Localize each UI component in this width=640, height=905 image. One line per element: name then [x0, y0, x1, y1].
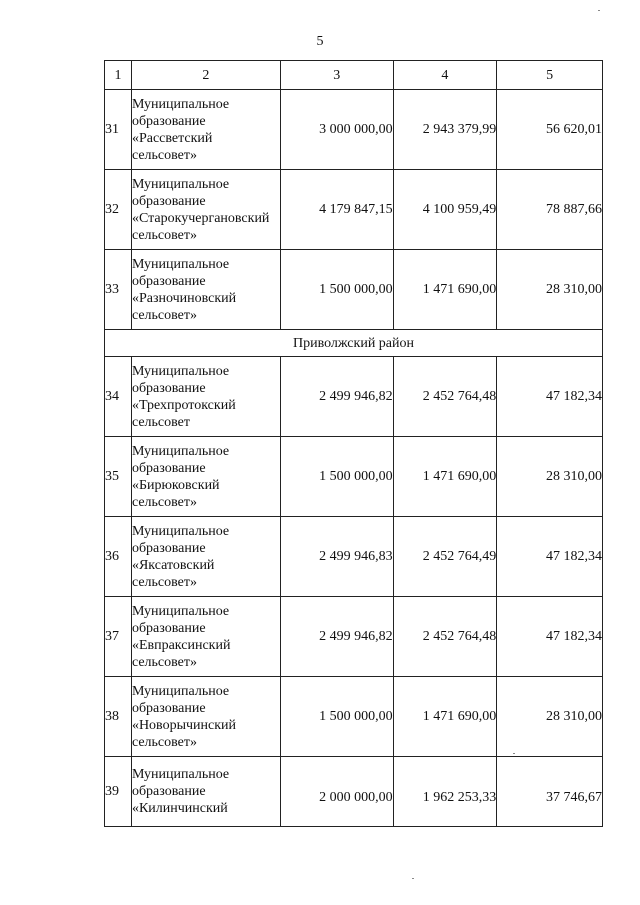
amount-col4: 1 471 690,00	[393, 250, 497, 330]
table-row	[105, 757, 603, 827]
name-line: сельсовет»	[131, 147, 197, 163]
name-line: «Разночиновский	[131, 290, 237, 306]
municipality-name	[131, 170, 280, 250]
amount-col4: 4 100 959,49	[393, 170, 497, 250]
table-row	[105, 437, 603, 517]
name-line: образование	[131, 620, 206, 636]
region-heading: Приволжский район	[105, 330, 603, 357]
amount-col5: 47 182,34	[497, 517, 603, 597]
amount-col3: 4 179 847,15	[280, 170, 393, 250]
row-number: 33	[105, 250, 132, 330]
name-line: сельсовет»	[131, 494, 197, 510]
row-number: 39	[105, 757, 132, 827]
amount-col3: 2 499 946,82	[280, 597, 393, 677]
amount-col4: 2 452 764,48	[393, 357, 497, 437]
table-row	[105, 517, 603, 597]
header-cell: 1	[105, 61, 132, 90]
table-row	[105, 170, 603, 250]
amount-col4: 2 452 764,48	[393, 597, 497, 677]
name-line: Муниципальное	[131, 683, 230, 699]
name-line: «Рассветский	[131, 130, 213, 146]
name-line: образование	[131, 113, 206, 129]
name-line: сельсовет»	[131, 574, 197, 590]
amount-col5: 78 887,66	[497, 170, 603, 250]
row-number: 31	[105, 90, 132, 170]
amount-col3: 1 500 000,00	[280, 250, 393, 330]
name-line: «Трехпротокский	[131, 397, 236, 413]
header-cell: 4	[393, 61, 497, 90]
scan-speck	[412, 878, 414, 879]
name-line: образование	[131, 540, 206, 556]
amount-col4: 2 943 379,99	[393, 90, 497, 170]
name-line: образование	[131, 460, 206, 476]
name-line: сельсовет»	[131, 307, 197, 323]
row-number: 35	[105, 437, 132, 517]
row-number: 37	[105, 597, 132, 677]
municipality-name	[131, 250, 280, 330]
municipality-name	[131, 757, 280, 827]
name-line: Муниципальное	[131, 443, 230, 459]
amount-col4: 2 452 764,49	[393, 517, 497, 597]
budget-table	[104, 60, 603, 827]
municipality-name	[131, 437, 280, 517]
name-line: образование	[131, 273, 206, 289]
name-line: Муниципальное	[131, 603, 230, 619]
municipality-name	[131, 597, 280, 677]
name-line: Муниципальное	[131, 96, 230, 112]
row-number: 34	[105, 357, 132, 437]
name-line: Муниципальное	[131, 767, 230, 782]
amount-col3: 1 500 000,00	[280, 437, 393, 517]
scan-speck	[598, 10, 600, 11]
municipality-name	[131, 517, 280, 597]
name-line: Муниципальное	[131, 523, 230, 539]
amount-col3: 3 000 000,00	[280, 90, 393, 170]
page-number: 5	[316, 34, 324, 49]
name-line: «Старокучергановский	[131, 210, 270, 226]
name-line: Муниципальное	[131, 363, 230, 379]
name-line: «Новорычинский	[131, 717, 236, 733]
amount-col5: 56 620,01	[497, 90, 603, 170]
name-line: сельсовет»	[131, 734, 197, 750]
amount-col3: 1 500 000,00	[280, 677, 393, 757]
row-number: 38	[105, 677, 132, 757]
amount-col5: 47 182,34	[497, 597, 603, 677]
name-line: Муниципальное	[131, 176, 230, 192]
amount-col3: 2 499 946,83	[280, 517, 393, 597]
name-line: «Бирюковский	[131, 477, 220, 493]
header-cell: 3	[280, 61, 393, 90]
header-cell: 5	[497, 61, 603, 90]
municipality-name	[131, 90, 280, 170]
amount-col4: 1 471 690,00	[393, 437, 497, 517]
amount-col5: 47 182,34	[497, 357, 603, 437]
municipality-name	[131, 677, 280, 757]
name-line: «Яксатовский	[131, 557, 215, 573]
name-line: сельсовет»	[131, 227, 197, 243]
name-line: образование	[131, 784, 206, 799]
amount-col3: 2 499 946,82	[280, 357, 393, 437]
scan-speck	[513, 753, 515, 754]
amount-col4: 1 962 253,33	[393, 757, 497, 827]
table-row	[105, 90, 603, 170]
table-row	[105, 597, 603, 677]
name-line: Муниципальное	[131, 256, 230, 272]
name-line: сельсовет»	[131, 654, 197, 670]
header-cell: 2	[131, 61, 280, 90]
row-number: 32	[105, 170, 132, 250]
municipality-name	[131, 357, 280, 437]
table-header-row	[105, 61, 603, 90]
amount-col5: 28 310,00	[497, 677, 603, 757]
name-line: образование	[131, 380, 206, 396]
table-row	[105, 677, 603, 757]
row-number: 36	[105, 517, 132, 597]
name-line: образование	[131, 700, 206, 716]
name-line: образование	[131, 193, 206, 209]
amount-col4: 1 471 690,00	[393, 677, 497, 757]
table-row	[105, 357, 603, 437]
amount-col5: 28 310,00	[497, 250, 603, 330]
amount-col5: 28 310,00	[497, 437, 603, 517]
amount-col3: 2 000 000,00	[280, 757, 393, 827]
name-line: сельсовет	[131, 414, 190, 430]
name-line: «Килинчинский	[131, 801, 228, 816]
table-row	[105, 250, 603, 330]
region-row	[105, 330, 603, 357]
name-line: «Евпраксинский	[131, 637, 231, 653]
amount-col5: 37 746,67	[497, 757, 603, 827]
